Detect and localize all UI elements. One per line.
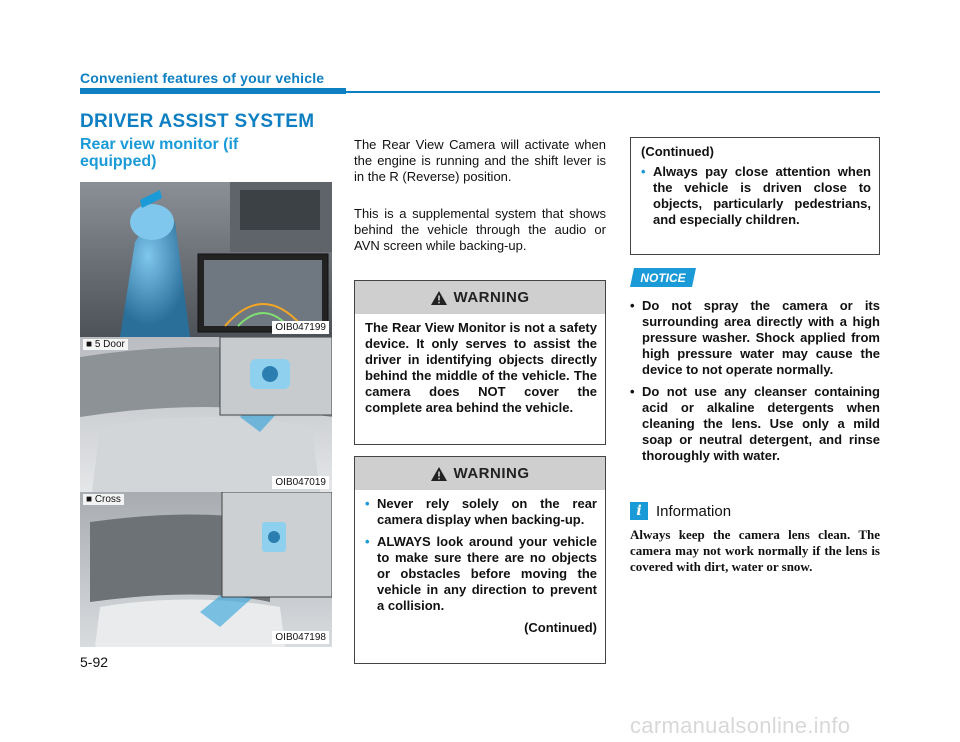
list-item [365,534,597,614]
information-text: Always keep the camera lens clean. The camera may not work normally if the lens is covered with dirt, water or snow. [630,527,880,574]
continued-heading: (Continued) [641,144,714,159]
warning-label: WARNING [453,289,530,306]
photo-gear-shift [80,182,332,337]
header-rule [346,91,880,93]
warning-header [355,281,605,314]
warning-text: The Rear View Monitor is not a safety device. It only serves to assist the driver in identifying objects directly behind the middle of the vehicle. The camera does NOT cover the complete area behind the vehicle. [365,320,597,415]
bullet-icon: • [365,496,370,511]
warning-content [355,490,605,642]
notice-list [630,298,880,470]
section-title: DRIVER ASSIST SYSTEM [80,111,315,132]
photo-code: OIB047198 [272,631,329,644]
header-section-label: Convenient features of your vehicle [80,70,325,86]
list-item [630,384,880,464]
notice-item-text: Do not use any cleanser containing acid or alkaline detergents when cleaning the lens. Use only a mild soap or neutral detergent, and rinse thoroughly with water. [642,384,880,463]
notice-label: NOTICE [640,271,686,285]
warning-triangle-icon [431,291,447,305]
photo-code: OIB047199 [272,321,329,334]
warning-item-text: Never rely solely on the rear camera display when backing-up. [377,496,597,527]
bullet-icon: • [365,534,370,549]
bullet-icon: • [630,384,635,399]
bullet-icon: • [641,164,646,179]
bullet-icon: • [630,298,635,313]
subsection-title: Rear view monitor (if equipped) [80,136,239,170]
information-title: Information [656,502,732,520]
warning-box [354,280,606,445]
list-item [641,164,871,228]
continued-item-text: Always pay close attention when the vehicle is driven close to objects, particularly pedestrians, and especially children. [653,164,871,227]
warning-triangle-icon [431,467,447,481]
info-icon: i [630,502,648,520]
notice-badge-icon [630,268,696,287]
warning-item-text: ALWAYS look around your vehicle to make sure there are no objects or obstacles before moving the vehicle in any direction to prevent a collision. [377,534,597,613]
photo-5-door [80,337,332,492]
photo-code: OIB047019 [272,476,329,489]
page-number: 5-92 [80,654,109,670]
warning-header [355,457,605,490]
continued-label: (Continued) [524,620,597,635]
information-header [630,502,731,520]
warning-box [354,456,606,664]
header-bar [80,88,346,94]
list-item [365,496,597,528]
warning-label: WARNING [453,465,530,482]
intro-paragraph: The Rear View Camera will activate when the engine is running and the shift lever is in the R (Reverse) position. [354,137,606,184]
photo-label: ■ 5 Door [83,339,128,350]
watermark: carmanualsonline.info [630,713,851,738]
photo-label: ■ Cross [83,494,124,505]
list-item [630,298,880,378]
notice-item-text: Do not spray the camera or its surrounding area directly with a high pressure washer. Shock applied from high pressure water may cause the device to not operate normally. [642,298,880,377]
photo-cross [80,492,332,647]
intro-paragraph: This is a supplemental system that shows behind the vehicle through the audio or AVN screen while backing-up. [354,206,606,253]
continued-box [630,137,880,255]
